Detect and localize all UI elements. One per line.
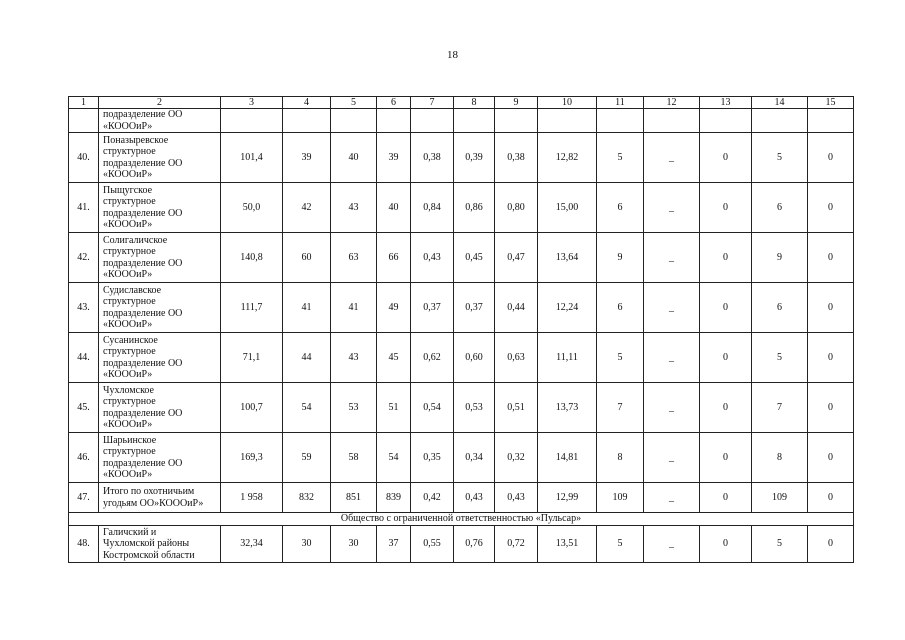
value-cell xyxy=(597,109,644,133)
value-cell-c12: _ xyxy=(644,483,700,513)
value-cell-c10: 12,82 xyxy=(538,133,597,183)
value-cell xyxy=(752,109,808,133)
value-cell-c5: 40 xyxy=(331,133,377,183)
value-cell-c9: 0,51 xyxy=(495,383,538,433)
value-cell-c4: 39 xyxy=(283,133,331,183)
value-cell-c8: 0,43 xyxy=(454,483,495,513)
value-cell-c12: _ xyxy=(644,526,700,563)
value-cell-c11: 5 xyxy=(597,333,644,383)
value-cell-c9: 0,44 xyxy=(495,283,538,333)
value-cell-c5: 43 xyxy=(331,333,377,383)
value-cell-c4: 60 xyxy=(283,233,331,283)
value-cell-c13: 0 xyxy=(700,483,752,513)
value-cell-c11: 109 xyxy=(597,483,644,513)
value-cell-c7: 0,38 xyxy=(411,133,454,183)
value-cell-c15: 0 xyxy=(808,283,854,333)
table-row xyxy=(69,283,854,333)
row-number-cell xyxy=(69,109,99,133)
table-row xyxy=(69,183,854,233)
value-cell-c5: 63 xyxy=(331,233,377,283)
row-name-cell: Шарьинское структурное подразделение ОО «КОООиР» xyxy=(99,433,221,483)
row-name-cell: Сусанинское структурное подразделение ОО «КОООиР» xyxy=(99,333,221,383)
row-name-cell: Судиславское структурное подразделение ОО «КОООиР» xyxy=(99,283,221,333)
value-cell-c5: 851 xyxy=(331,483,377,513)
value-cell-c7: 0,84 xyxy=(411,183,454,233)
value-cell-c8: 0,76 xyxy=(454,526,495,563)
value-cell-c6: 51 xyxy=(377,383,411,433)
value-cell-c4: 30 xyxy=(283,526,331,563)
row-name-cell: подразделение ОО «КОООиР» xyxy=(99,109,221,133)
value-cell-c3: 50,0 xyxy=(221,183,283,233)
value-cell-c9: 0,47 xyxy=(495,233,538,283)
row-name-cell: Пыщугское структурное подразделение ОО «КОООиР» xyxy=(99,183,221,233)
value-cell-c7: 0,35 xyxy=(411,433,454,483)
row-number-cell: 41. xyxy=(69,183,99,233)
value-cell-c10: 11,11 xyxy=(538,333,597,383)
column-header: 3 xyxy=(221,97,283,109)
continued-row xyxy=(69,109,854,133)
value-cell-c9: 0,80 xyxy=(495,183,538,233)
value-cell-c11: 6 xyxy=(597,183,644,233)
value-cell-c11: 7 xyxy=(597,383,644,433)
value-cell-c9: 0,32 xyxy=(495,433,538,483)
value-cell-c4: 59 xyxy=(283,433,331,483)
table-row xyxy=(69,433,854,483)
value-cell-c7: 0,42 xyxy=(411,483,454,513)
value-cell-c3: 169,3 xyxy=(221,433,283,483)
value-cell xyxy=(411,109,454,133)
row-number-cell: 46. xyxy=(69,433,99,483)
value-cell-c4: 42 xyxy=(283,183,331,233)
value-cell-c8: 0,34 xyxy=(454,433,495,483)
table-body xyxy=(69,97,854,563)
value-cell-c15: 0 xyxy=(808,433,854,483)
column-header: 14 xyxy=(752,97,808,109)
row-name-cell: Итого по охотничьим угодьям ОО»КОООиР» xyxy=(99,483,221,513)
value-cell-c13: 0 xyxy=(700,433,752,483)
value-cell-c12: _ xyxy=(644,183,700,233)
value-cell-c6: 40 xyxy=(377,183,411,233)
value-cell-c4: 832 xyxy=(283,483,331,513)
table-row xyxy=(69,333,854,383)
value-cell-c3: 111,7 xyxy=(221,283,283,333)
value-cell-c11: 8 xyxy=(597,433,644,483)
value-cell-c6: 49 xyxy=(377,283,411,333)
value-cell-c13: 0 xyxy=(700,526,752,563)
column-header: 6 xyxy=(377,97,411,109)
value-cell-c3: 32,34 xyxy=(221,526,283,563)
value-cell-c5: 30 xyxy=(331,526,377,563)
value-cell xyxy=(454,109,495,133)
column-header: 4 xyxy=(283,97,331,109)
value-cell-c7: 0,43 xyxy=(411,233,454,283)
row-number-cell: 40. xyxy=(69,133,99,183)
value-cell-c7: 0,37 xyxy=(411,283,454,333)
value-cell-c8: 0,60 xyxy=(454,333,495,383)
value-cell-c12: _ xyxy=(644,283,700,333)
value-cell-c14: 6 xyxy=(752,183,808,233)
section-title: Общество с ограниченной ответственностью «Пульсар» xyxy=(69,513,854,526)
row-number-cell: 44. xyxy=(69,333,99,383)
value-cell-c4: 54 xyxy=(283,383,331,433)
data-table xyxy=(68,96,854,563)
value-cell-c6: 839 xyxy=(377,483,411,513)
row-name-cell: Галичский и Чухломской районы Костромской области xyxy=(99,526,221,563)
table-row xyxy=(69,233,854,283)
value-cell-c13: 0 xyxy=(700,133,752,183)
column-header: 5 xyxy=(331,97,377,109)
value-cell-c14: 9 xyxy=(752,233,808,283)
value-cell-c6: 66 xyxy=(377,233,411,283)
section-row xyxy=(69,513,854,526)
column-header: 2 xyxy=(99,97,221,109)
row-number-cell: 47. xyxy=(69,483,99,513)
value-cell xyxy=(495,109,538,133)
value-cell-c8: 0,86 xyxy=(454,183,495,233)
value-cell-c9: 0,63 xyxy=(495,333,538,383)
value-cell-c12: _ xyxy=(644,433,700,483)
value-cell-c3: 100,7 xyxy=(221,383,283,433)
value-cell-c5: 53 xyxy=(331,383,377,433)
column-header: 7 xyxy=(411,97,454,109)
value-cell-c14: 6 xyxy=(752,283,808,333)
value-cell-c15: 0 xyxy=(808,333,854,383)
column-header: 8 xyxy=(454,97,495,109)
value-cell xyxy=(700,109,752,133)
value-cell xyxy=(331,109,377,133)
value-cell-c13: 0 xyxy=(700,333,752,383)
value-cell-c8: 0,39 xyxy=(454,133,495,183)
value-cell-c9: 0,43 xyxy=(495,483,538,513)
value-cell-c5: 43 xyxy=(331,183,377,233)
value-cell-c6: 37 xyxy=(377,526,411,563)
value-cell-c11: 9 xyxy=(597,233,644,283)
table-row xyxy=(69,526,854,563)
row-number-cell: 43. xyxy=(69,283,99,333)
value-cell-c3: 101,4 xyxy=(221,133,283,183)
value-cell-c10: 12,24 xyxy=(538,283,597,333)
row-name-cell: Чухломское структурное подразделение ОО «КОООиР» xyxy=(99,383,221,433)
value-cell-c12: _ xyxy=(644,333,700,383)
value-cell-c14: 109 xyxy=(752,483,808,513)
value-cell-c11: 5 xyxy=(597,133,644,183)
value-cell-c11: 5 xyxy=(597,526,644,563)
value-cell-c15: 0 xyxy=(808,133,854,183)
value-cell-c12: _ xyxy=(644,233,700,283)
column-header: 15 xyxy=(808,97,854,109)
value-cell-c3: 140,8 xyxy=(221,233,283,283)
value-cell-c14: 5 xyxy=(752,333,808,383)
column-header: 12 xyxy=(644,97,700,109)
value-cell-c6: 39 xyxy=(377,133,411,183)
value-cell xyxy=(538,109,597,133)
value-cell-c14: 8 xyxy=(752,433,808,483)
value-cell-c12: _ xyxy=(644,133,700,183)
value-cell-c10: 13,64 xyxy=(538,233,597,283)
value-cell-c10: 13,51 xyxy=(538,526,597,563)
value-cell-c3: 71,1 xyxy=(221,333,283,383)
table-row xyxy=(69,383,854,433)
value-cell xyxy=(377,109,411,133)
value-cell-c13: 0 xyxy=(700,383,752,433)
value-cell-c7: 0,55 xyxy=(411,526,454,563)
value-cell-c6: 54 xyxy=(377,433,411,483)
value-cell-c9: 0,72 xyxy=(495,526,538,563)
value-cell-c10: 14,81 xyxy=(538,433,597,483)
value-cell-c15: 0 xyxy=(808,383,854,433)
column-header: 9 xyxy=(495,97,538,109)
column-header: 13 xyxy=(700,97,752,109)
value-cell-c6: 45 xyxy=(377,333,411,383)
value-cell-c14: 7 xyxy=(752,383,808,433)
table-row xyxy=(69,483,854,513)
value-cell-c14: 5 xyxy=(752,133,808,183)
value-cell-c11: 6 xyxy=(597,283,644,333)
value-cell-c5: 41 xyxy=(331,283,377,333)
value-cell-c15: 0 xyxy=(808,233,854,283)
header-row xyxy=(69,97,854,109)
value-cell-c9: 0,38 xyxy=(495,133,538,183)
value-cell-c7: 0,62 xyxy=(411,333,454,383)
value-cell-c3: 1 958 xyxy=(221,483,283,513)
column-header: 10 xyxy=(538,97,597,109)
value-cell-c15: 0 xyxy=(808,483,854,513)
value-cell-c15: 0 xyxy=(808,183,854,233)
value-cell-c7: 0,54 xyxy=(411,383,454,433)
page-number: 18 xyxy=(447,49,458,61)
column-header: 11 xyxy=(597,97,644,109)
value-cell-c10: 15,00 xyxy=(538,183,597,233)
value-cell-c4: 44 xyxy=(283,333,331,383)
value-cell-c14: 5 xyxy=(752,526,808,563)
value-cell-c10: 13,73 xyxy=(538,383,597,433)
value-cell xyxy=(221,109,283,133)
value-cell-c4: 41 xyxy=(283,283,331,333)
row-number-cell: 48. xyxy=(69,526,99,563)
row-number-cell: 45. xyxy=(69,383,99,433)
row-number-cell: 42. xyxy=(69,233,99,283)
value-cell-c12: _ xyxy=(644,383,700,433)
value-cell-c8: 0,45 xyxy=(454,233,495,283)
value-cell xyxy=(283,109,331,133)
value-cell-c8: 0,37 xyxy=(454,283,495,333)
table-row xyxy=(69,133,854,183)
value-cell xyxy=(808,109,854,133)
value-cell-c13: 0 xyxy=(700,233,752,283)
column-header: 1 xyxy=(69,97,99,109)
value-cell-c13: 0 xyxy=(700,283,752,333)
value-cell-c10: 12,99 xyxy=(538,483,597,513)
value-cell-c5: 58 xyxy=(331,433,377,483)
value-cell xyxy=(644,109,700,133)
value-cell-c8: 0,53 xyxy=(454,383,495,433)
value-cell-c15: 0 xyxy=(808,526,854,563)
value-cell-c13: 0 xyxy=(700,183,752,233)
row-name-cell: Солигаличское структурное подразделение ОО «КОООиР» xyxy=(99,233,221,283)
row-name-cell: Поназыревское структурное подразделение ОО «КОООиР» xyxy=(99,133,221,183)
